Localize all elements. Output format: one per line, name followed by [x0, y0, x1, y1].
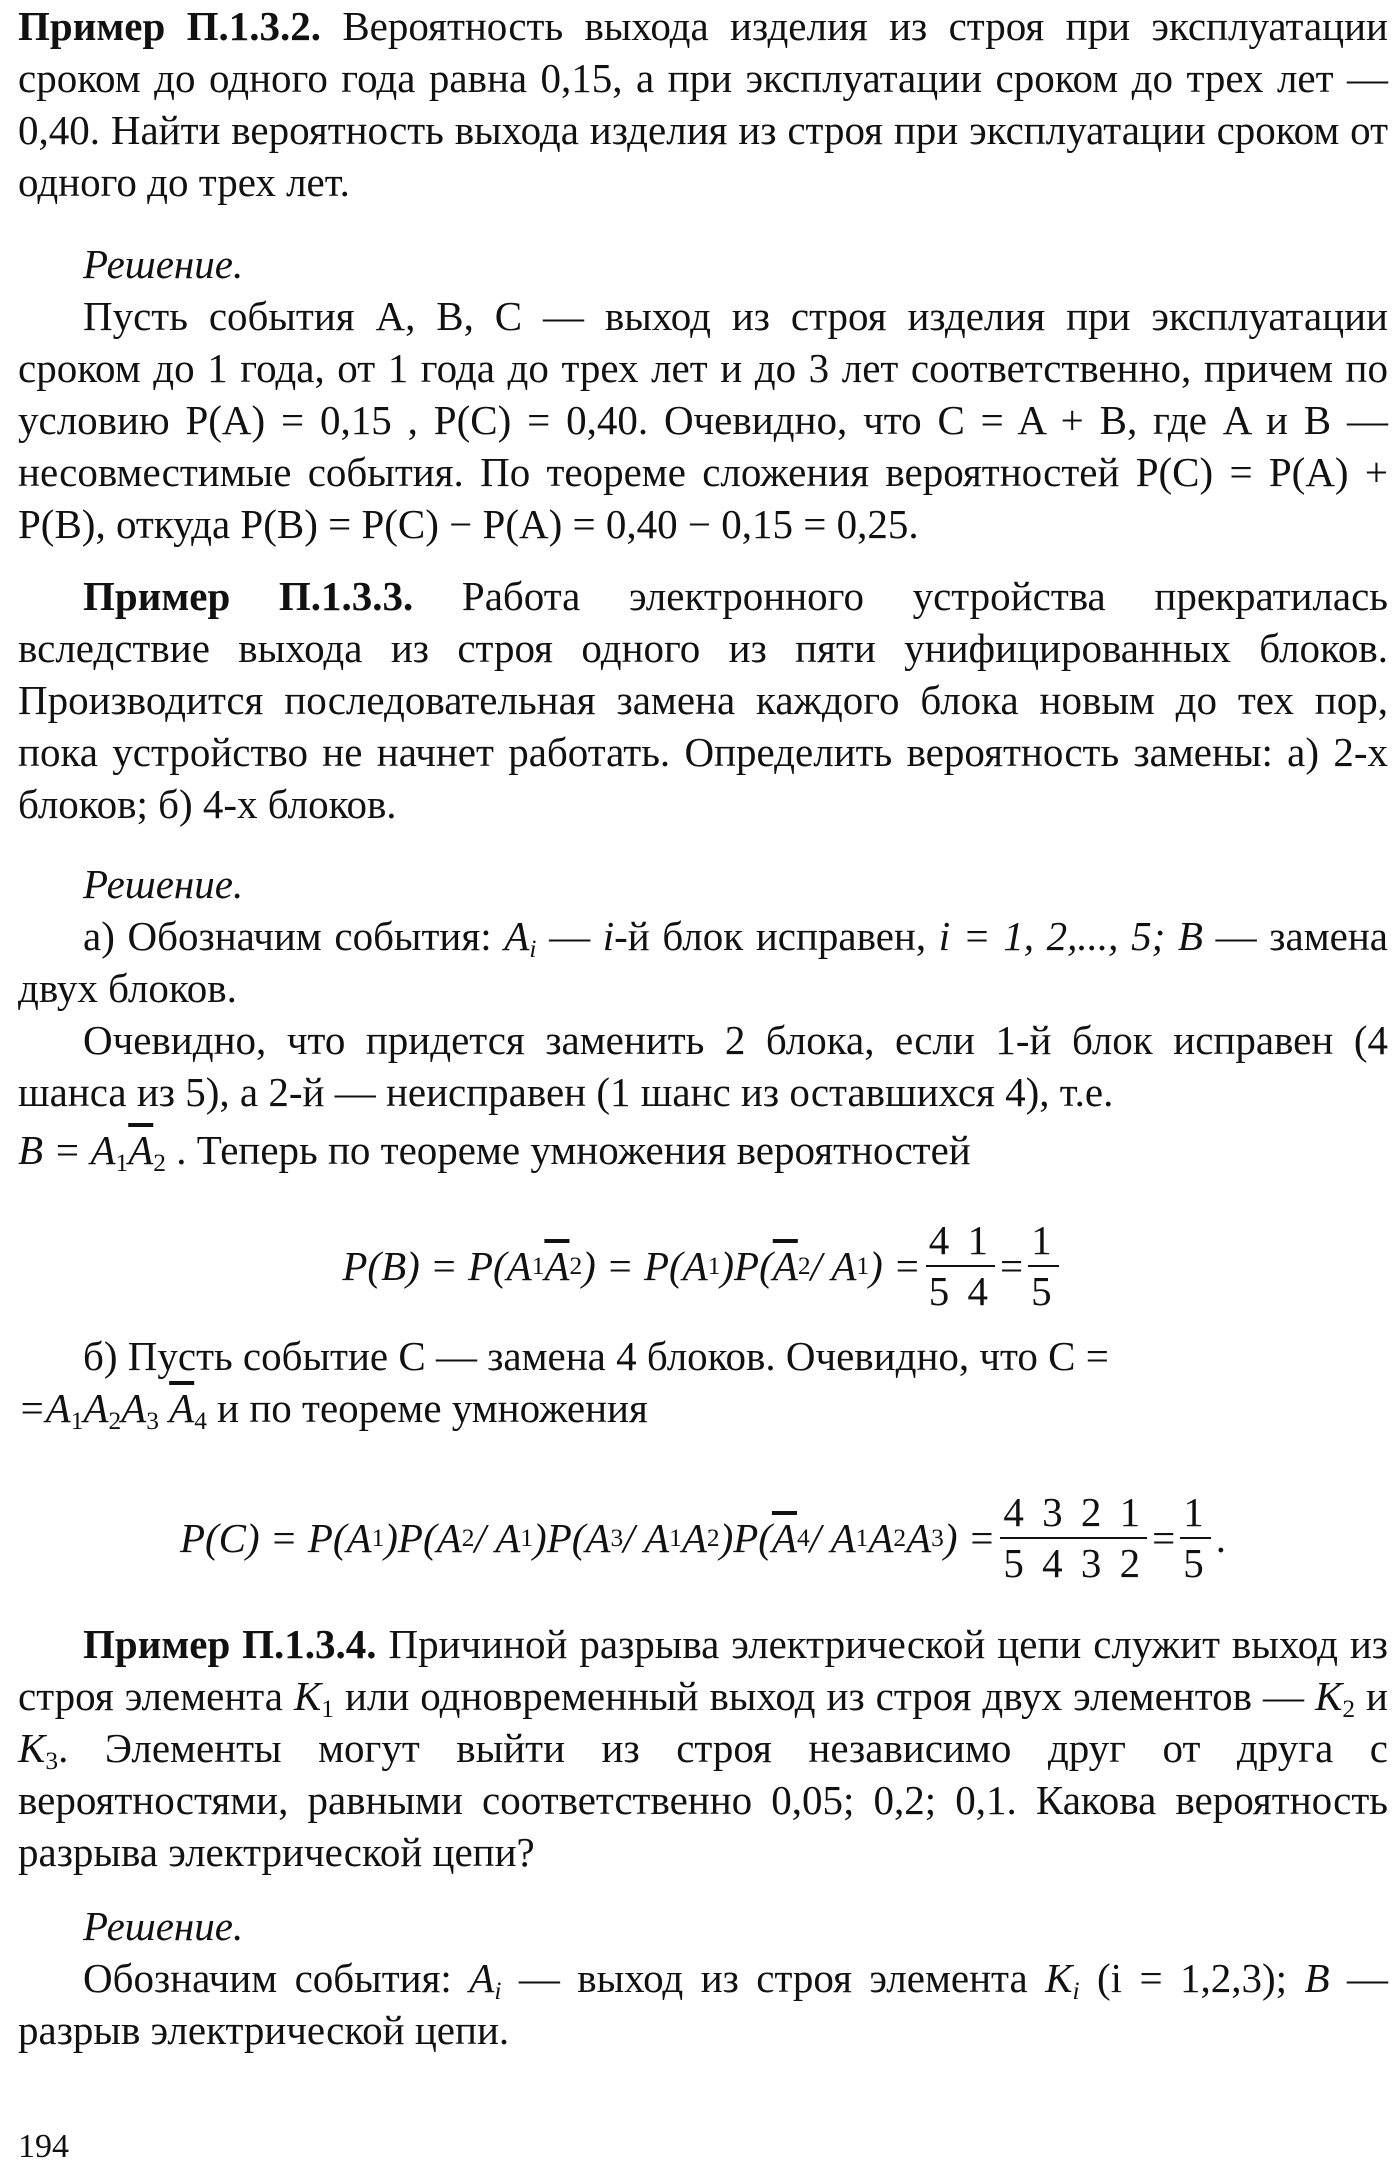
solution-text: Обозначим события: $A_i$ — выход из строя элемента $K_i$ (i = 1,2,3); B — разрыв электрической цепи.	[18, 1955, 1388, 2053]
solution-b-definition: б) Пусть событие C — замена 4 блоков. Очевидно, что C =	[83, 1333, 1109, 1379]
fraction: $\frac{4 3 2 1}{5 4 3 2}$	[1000, 1492, 1147, 1584]
fraction: $\frac{1}{5}$	[1180, 1492, 1211, 1584]
solution-a-definition: а) Обозначим события: $A_i$ — i-й блок исправен, i = 1, 2,..., 5; B — замена двух блоков.	[18, 913, 1388, 1011]
equation-pb: P(B) = P(A 1 $\overline{A}$ 2 ) = P(A 1 )P( $\overline{A}$ 2 / A 1 ) = $\frac{4 1}{5 4}$ = $\frac{1}{5}$	[18, 1220, 1388, 1312]
example-133-statement: Пример П.1.3.3. Работа электронного устройства прекратилась вследствие выхода из строя одного из пяти унифицированных блоков. Производится последовательная замена каждого блока новым до тех пор, пока устройство не начнет работать. Определить вероятность замены: а) 2-х блоков; б) 4-х блоков.	[18, 573, 1388, 827]
example-label: Пример П.1.3.3.	[83, 573, 414, 619]
example-132-solution	[18, 238, 1388, 550]
example-132	[18, 0, 1388, 208]
equation-pc: P(C) = P(A 1 )P(A 2 / A 1 )P(A 3 / A 1 A 2 )P( $\overline{A}$ 4 / A 1 A 2 A 3 ) = $\frac{4 3 2 1}{5 4 3 2}$ = $\frac{1}{5}$ .	[179, 1489, 1227, 1586]
example-134	[18, 1618, 1388, 1878]
solution-heading: Решение.	[83, 1903, 244, 1949]
fraction: $\frac{1}{5}$	[1028, 1220, 1059, 1312]
solution-a-reasoning: Очевидно, что придется заменить 2 блока, если 1-й блок исправен (4 шанса из 5), а 2-й — неисправен (1 шанс из оставшихся 4), т.е.	[18, 1017, 1388, 1115]
example-133-solution	[18, 858, 1388, 1176]
example-133	[18, 570, 1388, 830]
solution-b-event: $=A_1A_2A_3$ $\overline{A}_4$ и по теореме умножения	[18, 1385, 648, 1436]
example-132-statement: Пример П.1.3.2. Вероятность выхода изделия из строя при эксплуатации сроком до одного года равна 0,15, а при эксплуатации сроком до трех лет — 0,40. Найти вероятность выхода изделия из строя при эксплуатации сроком от одного до трех лет.	[18, 3, 1388, 205]
solution-a-event: $B = A_1\overline{A}_2$ . Теперь по теореме умножения вероятностей	[18, 1127, 971, 1178]
example-134-statement: Пример П.1.3.4. Причиной разрыва электрической цепи служит выход из строя элемента $K_1$ или одновременный выход из строя двух элементов — $K_2$ и $K_3$. Элементы могут выйти из строя независимо друг от друга с вероятностями, равными соответственно 0,05; 0,2; 0,1. Какова вероятность разрыва электрической цепи?	[18, 1621, 1388, 1875]
solution-heading: Решение.	[83, 861, 244, 907]
solution-text: Пусть события A, B, C — выход из строя изделия при эксплуатации сроком до 1 года, от 1 года до трех лет и до 3 лет соответственно, причем по условию P(A) = 0,15 , P(C) = 0,40. Очевидно, что C = A + B, где A и B — несовместимые события. По теореме сложения вероятностей P(C) = P(A) + P(B), откуда P(B) = P(C) − P(A) = 0,40 − 0,15 = 0,25.	[18, 293, 1388, 547]
fraction: $\frac{4 1}{5 4}$	[926, 1220, 995, 1312]
solution-heading: Решение.	[83, 241, 244, 287]
page-number: 194	[18, 2128, 69, 2165]
solution-b	[18, 1330, 1388, 1434]
example-label: Пример П.1.3.2.	[18, 3, 321, 49]
example-134-solution	[18, 1900, 1388, 2056]
example-label: Пример П.1.3.4.	[83, 1621, 377, 1667]
